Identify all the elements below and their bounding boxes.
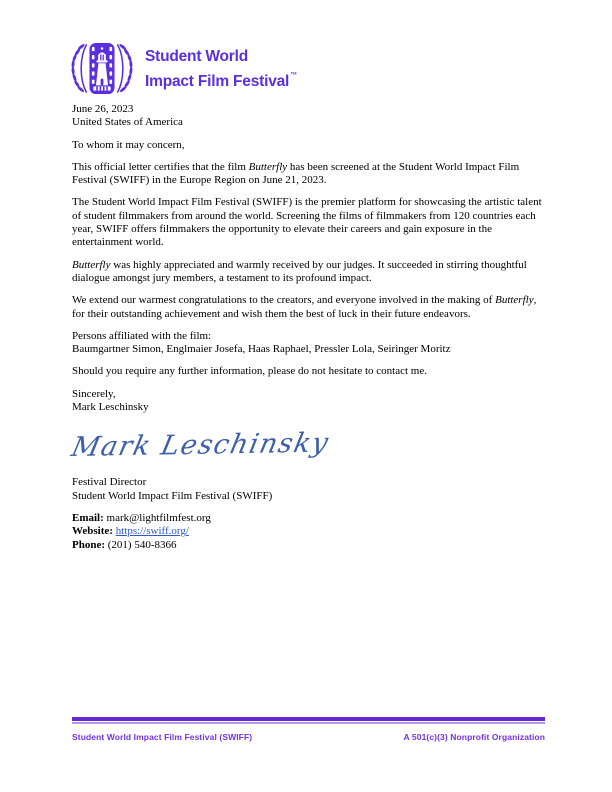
signature-area bbox=[68, 418, 545, 476]
sender-organization: Student World Impact Film Festival (SWIFF) bbox=[72, 489, 273, 502]
affiliated-block bbox=[72, 330, 545, 357]
paragraph-certification bbox=[72, 161, 545, 188]
sender-block bbox=[72, 476, 545, 503]
affiliated-label: Persons affiliated with the film: bbox=[72, 329, 212, 342]
laurel-filmstrip-lighthouse-icon bbox=[68, 42, 136, 95]
film-title: Butterfly bbox=[248, 160, 288, 173]
phone-label: Phone: bbox=[72, 538, 105, 551]
contact-phone-line bbox=[72, 539, 545, 552]
footer-right-text: A 501(c)(3) Nonprofit Organization bbox=[403, 732, 545, 742]
paragraph-congratulations-post: , for their outstanding achievement and wish them the best of luck in their future endeavors. bbox=[72, 294, 537, 320]
footer-left-text: Student World Impact Film Festival (SWIFF) bbox=[72, 732, 253, 742]
salutation: To whom it may concern, bbox=[72, 138, 185, 151]
letter-body bbox=[68, 103, 545, 552]
phone-value: (201) 540-8366 bbox=[107, 538, 177, 551]
trademark-symbol: ™ bbox=[290, 71, 298, 79]
website-label: Website: bbox=[72, 525, 113, 538]
date-line: June 26, 2023 bbox=[72, 103, 134, 115]
brand-name-line1: Student World bbox=[145, 47, 249, 65]
website-link[interactable]: https://swiff.org/ bbox=[115, 525, 189, 538]
date-block bbox=[72, 103, 545, 130]
paragraph-certification-post: has been screened at the Student World Impact Film Festival (SWIFF) in the Europe Region on June 21, 2023. bbox=[72, 160, 520, 187]
handwritten-signature: Mark Leschinsky bbox=[68, 427, 333, 463]
brand-header bbox=[68, 42, 612, 95]
paragraph-certification-pre: This official letter certifies that the film bbox=[72, 160, 249, 173]
sender-name: Mark Leschinsky bbox=[72, 401, 149, 414]
paragraph-judges bbox=[72, 259, 545, 286]
brand-name-line2 bbox=[145, 66, 297, 91]
brand-name-line2-text: Impact Film Festival bbox=[145, 72, 290, 90]
footer-rule-dark bbox=[72, 717, 545, 721]
paragraph-judges-post: was highly appreciated and warmly received by our judges. It succeeded in stirring thoughtful dialogue amongst jury members, a testament to its profound impact. bbox=[72, 258, 527, 284]
affiliated-names: Baumgartner Simon, Englmaier Josefa, Haas Raphael, Pressler Lola, Seiringer Moritz bbox=[72, 343, 451, 356]
country-line: United States of America bbox=[72, 116, 183, 129]
page-footer bbox=[72, 717, 545, 742]
film-title: Butterfly bbox=[495, 294, 534, 307]
email-label: Email: bbox=[72, 511, 104, 524]
contact-email-line bbox=[72, 512, 545, 525]
closing-note: Should you require any further information, please do not hesitate to contact me. bbox=[72, 365, 427, 378]
email-value: mark@lightfilmfest.org bbox=[106, 511, 211, 524]
valediction-block bbox=[72, 388, 545, 415]
paragraph-congratulations-pre: We extend our warmest congratulations to the creators, and everyone involved in the making of bbox=[72, 294, 496, 307]
paragraph-festival-description: The Student World Impact Film Festival (SWIFF) is the premier platform for showcasing the artistic talent of student filmmakers from around the world. Screening the films of filmmakers from 120 countries each year, SWIFF offers filmmakers the opportunity to elevate their careers and gain exposure in the entertainment world. bbox=[72, 196, 542, 249]
sender-title: Festival Director bbox=[72, 476, 147, 489]
valediction: Sincerely, bbox=[72, 387, 116, 400]
footer-text-row bbox=[72, 732, 545, 742]
brand-wordmark bbox=[145, 47, 297, 91]
film-title: Butterfly bbox=[72, 258, 111, 271]
paragraph-congratulations bbox=[72, 294, 545, 321]
footer-rule-light bbox=[72, 722, 545, 725]
contact-website-line bbox=[72, 525, 545, 538]
contact-block bbox=[72, 512, 545, 552]
